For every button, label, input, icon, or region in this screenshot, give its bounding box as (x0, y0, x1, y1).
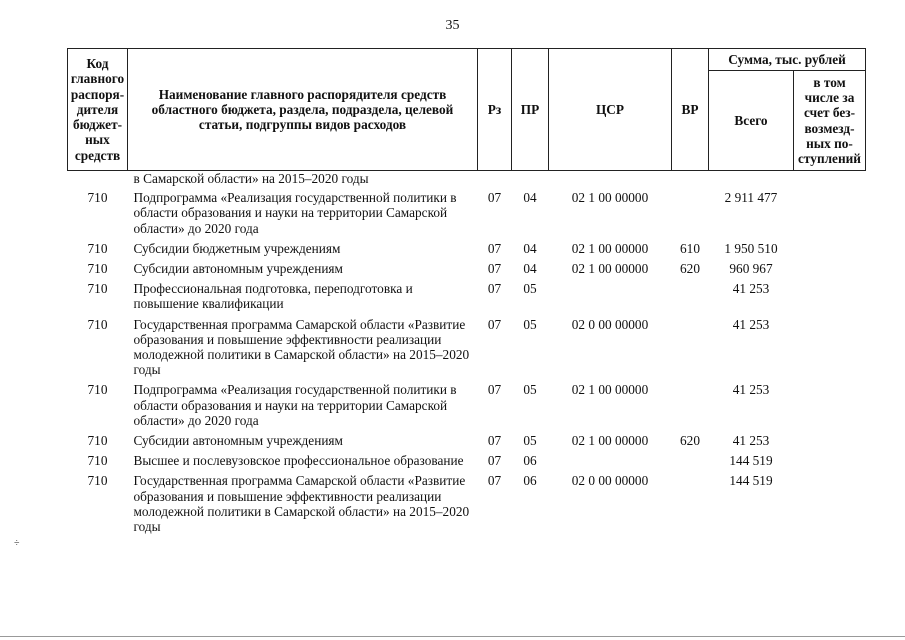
cell-gratuitous (794, 171, 866, 189)
cell-gratuitous (794, 471, 866, 537)
header-gratuitous: в том числе за счет без-возмезд-ных по-ступлений (794, 71, 866, 171)
cell-rz: 07 (487, 240, 502, 256)
cell-name: Профессиональная подготовка, переподготовка и повышение квалификации (133, 281, 413, 312)
cell-total: 144 519 (729, 453, 773, 469)
cell-code (68, 171, 128, 189)
cell-pr: 05 (523, 382, 537, 398)
cell-pr (512, 171, 549, 189)
cell-code: 710 (87, 316, 108, 332)
header-rz: Рз (478, 49, 512, 171)
cell-rz (478, 171, 512, 189)
cell-csr: 02 1 00 00000 (571, 190, 649, 206)
cell-pr: 05 (523, 281, 537, 297)
cell-total: 41 253 (732, 382, 770, 398)
cell-csr (549, 279, 672, 314)
cell-vr: 620 (680, 261, 700, 277)
cell-code: 710 (87, 453, 108, 469)
cell-vr (672, 471, 709, 537)
cell-rz: 07 (487, 473, 502, 489)
page-number: 35 (445, 18, 460, 33)
cell-pr: 04 (523, 190, 537, 206)
table-row (68, 259, 866, 279)
cell-total: 41 253 (732, 281, 770, 297)
cell-rz: 07 (487, 382, 502, 398)
cell-name: Субсидии бюджетным учреждениям (133, 240, 341, 256)
cell-rz: 07 (487, 433, 502, 449)
cell-rz: 07 (487, 281, 502, 297)
header-sum: Сумма, тыс. рублей (709, 49, 866, 71)
table-row (68, 239, 866, 259)
cell-code: 710 (87, 190, 108, 206)
cell-name: Субсидии автономным учреждениям (133, 261, 343, 277)
cell-vr (672, 279, 709, 314)
table-row (68, 471, 866, 537)
cell-total: 1 950 510 (724, 240, 778, 256)
cell-vr (672, 171, 709, 189)
cell-total: 41 253 (732, 316, 770, 332)
bottom-rule (0, 636, 905, 637)
cell-rz: 07 (487, 453, 502, 469)
cell-total: 960 967 (729, 261, 773, 277)
header-csr: ЦСР (549, 49, 672, 171)
table-row (68, 451, 866, 471)
cell-rz: 07 (487, 261, 502, 277)
cell-csr (549, 451, 672, 471)
cell-vr (672, 188, 709, 239)
cell-csr: 02 1 00 00000 (571, 433, 649, 449)
cell-csr: 02 0 00 00000 (571, 473, 649, 489)
cell-vr (672, 380, 709, 431)
table-row (68, 171, 866, 189)
cell-name: Подпрограмма «Реализация государственной политики в области образования и науки на территории Самарской области» до 2020 года (133, 382, 457, 428)
cell-name: Высшее и послевузовское профессиональное образование (133, 453, 464, 469)
cell-gratuitous (794, 188, 866, 239)
cell-total: 144 519 (729, 473, 773, 489)
cell-code: 710 (87, 382, 108, 398)
cell-name: в Самарской области» на 2015–2020 годы (133, 171, 369, 186)
cell-total (709, 171, 794, 189)
budget-table (67, 48, 866, 537)
cell-code: 710 (87, 240, 108, 256)
header-name: Наименование главного распорядителя средств областного бюджета, раздела, подраздела, целевой статьи, подгруппы видов расходов (128, 49, 478, 171)
cell-gratuitous (794, 315, 866, 381)
cell-code: 710 (87, 473, 108, 489)
cell-vr (672, 315, 709, 381)
cell-rz: 07 (487, 190, 502, 206)
cell-name: Подпрограмма «Реализация государственной политики в области образования и науки на территории Самарской области» до 2020 года (133, 190, 457, 236)
cell-vr: 620 (680, 433, 700, 449)
cell-pr: 06 (523, 453, 537, 469)
cell-vr (672, 451, 709, 471)
cell-csr: 02 0 00 00000 (571, 316, 649, 332)
cell-csr: 02 1 00 00000 (571, 382, 649, 398)
cell-pr: 04 (523, 240, 537, 256)
cell-csr: 02 1 00 00000 (571, 261, 649, 277)
table-row (68, 315, 866, 381)
cell-gratuitous (794, 279, 866, 314)
cell-csr: 02 1 00 00000 (571, 240, 649, 256)
cell-gratuitous (794, 259, 866, 279)
header-code: Код главного распоря-дителя бюджет-ных средств (68, 49, 128, 171)
cell-gratuitous (794, 380, 866, 431)
cell-gratuitous (794, 451, 866, 471)
cell-gratuitous (794, 239, 866, 259)
cell-pr: 06 (523, 473, 537, 489)
cell-vr: 610 (680, 240, 700, 256)
cell-rz: 07 (487, 316, 502, 332)
header-vr: ВР (672, 49, 709, 171)
table-body (68, 171, 866, 538)
cell-pr: 05 (523, 316, 537, 332)
header-total: Всего (709, 71, 794, 171)
cell-gratuitous (794, 431, 866, 451)
cell-total: 41 253 (732, 433, 770, 449)
table-row (68, 279, 866, 314)
table-row (68, 380, 866, 431)
header-pr: ПР (512, 49, 549, 171)
cell-pr: 04 (523, 261, 537, 277)
margin-mark: ÷ (14, 538, 20, 549)
cell-total: 2 911 477 (724, 190, 778, 206)
cell-code: 710 (87, 433, 108, 449)
cell-code: 710 (87, 281, 108, 297)
table-row (68, 188, 866, 239)
cell-code: 710 (87, 261, 108, 277)
cell-pr: 05 (523, 433, 537, 449)
cell-csr (549, 171, 672, 189)
table-row (68, 431, 866, 451)
cell-name: Субсидии автономным учреждениям (133, 433, 343, 449)
cell-name: Государственная программа Самарской области «Развитие образования и повышение эффективности реализации молодежной политики в Самарской области» на 2015–2020 годы (133, 473, 470, 535)
cell-name: Государственная программа Самарской области «Развитие образования и повышение эффективности реализации молодежной политики в Самарской области» на 2015–2020 годы (133, 316, 470, 378)
